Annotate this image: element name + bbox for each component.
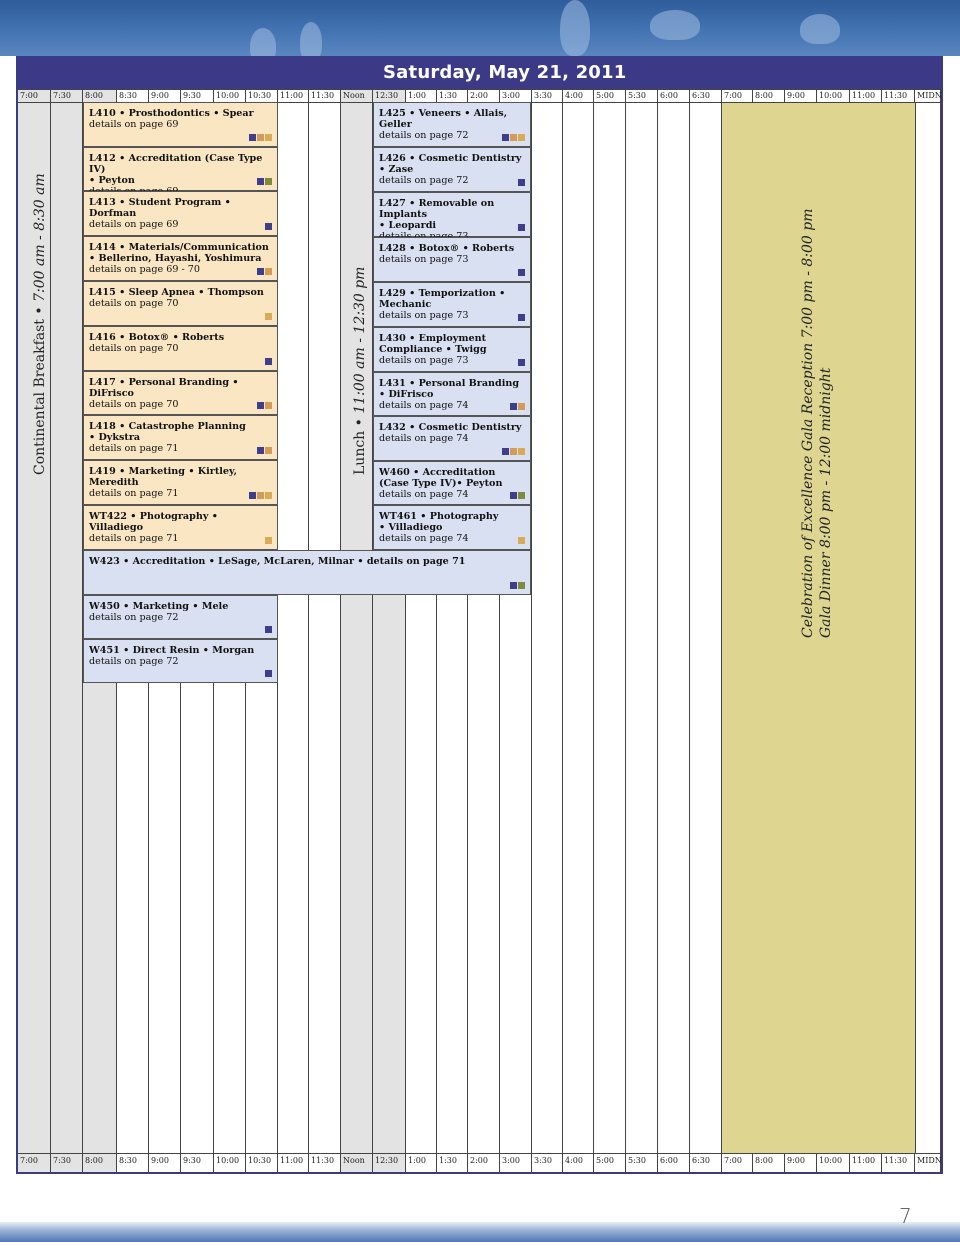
time-tick-bottom: 9:00 bbox=[151, 1156, 169, 1165]
time-tick-top: 3:30 bbox=[534, 91, 552, 100]
category-square-icon bbox=[265, 223, 272, 230]
session-details: details on page 70 bbox=[89, 343, 179, 354]
category-squares bbox=[502, 448, 525, 455]
time-tick-bottom: 9:30 bbox=[183, 1156, 201, 1165]
category-square-icon bbox=[265, 313, 272, 320]
session-title: L417 • Personal Branding • DiFrisco bbox=[89, 377, 239, 399]
category-squares bbox=[510, 403, 525, 410]
time-tick-top: 10:30 bbox=[248, 91, 272, 100]
category-squares bbox=[265, 626, 272, 633]
session-title: L413 • Student Program • Dorfman bbox=[89, 197, 231, 219]
session-title: L431 • Personal Branding • DiFrisco bbox=[379, 378, 520, 400]
category-square-icon bbox=[518, 269, 525, 276]
category-square-icon bbox=[510, 134, 517, 141]
category-square-icon bbox=[257, 134, 264, 141]
category-square-icon bbox=[265, 670, 272, 677]
time-tick-top: MIDN bbox=[917, 91, 942, 100]
session-details: details on page 74 bbox=[379, 400, 469, 411]
category-squares bbox=[265, 313, 272, 320]
time-tick-top: 9:00 bbox=[787, 91, 805, 100]
gala-dinner-label: Gala Dinner 8:00 pm - 12:00 midnight bbox=[818, 367, 834, 638]
time-tick-top: 11:30 bbox=[884, 91, 908, 100]
breakfast-label: Continental Breakfast • 7:00 am - 8:30 am bbox=[32, 173, 48, 475]
session-title: L432 • Cosmetic Dentistry bbox=[379, 422, 522, 433]
category-squares bbox=[265, 358, 272, 365]
session-block bbox=[373, 102, 531, 147]
session-block bbox=[373, 282, 531, 327]
category-square-icon bbox=[502, 134, 509, 141]
session-title: L426 • Cosmetic Dentistry • Zase bbox=[379, 153, 522, 175]
time-tick-top: 11:00 bbox=[280, 91, 304, 100]
session-details: details on page 70 bbox=[89, 399, 179, 410]
category-squares bbox=[510, 492, 525, 499]
session-block bbox=[83, 147, 278, 191]
category-square-icon bbox=[518, 448, 525, 455]
time-tick-bottom: 4:00 bbox=[565, 1156, 583, 1165]
category-squares bbox=[510, 582, 525, 589]
category-square-icon bbox=[518, 582, 525, 589]
session-details: details on page 73 bbox=[379, 310, 469, 321]
time-tick-bottom: 5:30 bbox=[628, 1156, 646, 1165]
category-square-icon bbox=[265, 268, 272, 275]
session-details: details on page 74 bbox=[379, 533, 469, 544]
session-block bbox=[373, 372, 531, 416]
session-block-wide bbox=[83, 550, 531, 595]
time-tick-bottom: 2:00 bbox=[470, 1156, 488, 1165]
session-details: details on page 74 bbox=[379, 489, 469, 500]
time-tick-top: 5:00 bbox=[596, 91, 614, 100]
time-tick-bottom: 10:30 bbox=[248, 1156, 272, 1165]
category-squares bbox=[518, 179, 525, 186]
session-details: details on page 72 bbox=[379, 175, 469, 186]
session-block bbox=[83, 102, 278, 147]
category-squares bbox=[257, 402, 272, 409]
category-squares bbox=[518, 224, 525, 231]
session-block bbox=[83, 236, 278, 281]
time-tick-bottom: 8:30 bbox=[119, 1156, 137, 1165]
category-square-icon bbox=[518, 492, 525, 499]
session-title: L410 • Prosthodontics • Spear bbox=[89, 108, 254, 119]
time-tick-bottom: 6:00 bbox=[660, 1156, 678, 1165]
session-title: L428 • Botox® • Roberts bbox=[379, 243, 515, 254]
category-square-icon bbox=[257, 178, 264, 185]
time-tick-bottom: 11:00 bbox=[280, 1156, 304, 1165]
session-block bbox=[373, 505, 531, 550]
category-square-icon bbox=[249, 134, 256, 141]
session-title: W423 • Accreditation • LeSage, McLaren, Milnar • details on page 71 bbox=[89, 556, 466, 567]
page-title: Saturday, May 21, 2011 bbox=[383, 62, 627, 83]
category-squares bbox=[249, 134, 272, 141]
session-block bbox=[83, 281, 278, 326]
time-tick-bottom: 8:00 bbox=[85, 1156, 103, 1165]
session-block bbox=[373, 327, 531, 372]
category-square-icon bbox=[249, 492, 256, 499]
time-tick-bottom: 9:00 bbox=[787, 1156, 805, 1165]
time-tick-top: 6:00 bbox=[660, 91, 678, 100]
session-details: details on page 72 bbox=[89, 612, 179, 623]
category-square-icon bbox=[257, 402, 264, 409]
session-title: W451 • Direct Resin • Morgan bbox=[89, 645, 255, 656]
category-squares bbox=[265, 670, 272, 677]
category-squares bbox=[518, 314, 525, 321]
time-tick-bottom: 5:00 bbox=[596, 1156, 614, 1165]
session-details: details on page 69 bbox=[89, 119, 179, 130]
time-tick-bottom: Noon bbox=[343, 1156, 365, 1165]
time-tick-top: 8:00 bbox=[755, 91, 773, 100]
session-block bbox=[83, 595, 278, 639]
category-squares bbox=[265, 537, 272, 544]
session-block bbox=[83, 415, 278, 460]
time-tick-bottom: 10:00 bbox=[216, 1156, 240, 1165]
category-square-icon bbox=[265, 626, 272, 633]
session-title: L429 • Temporization • Mechanic bbox=[379, 288, 506, 310]
session-details: details on page 71 bbox=[89, 533, 179, 544]
time-tick-top: 9:00 bbox=[151, 91, 169, 100]
session-details: details on page 74 bbox=[379, 433, 469, 444]
session-title: W450 • Marketing • Mele bbox=[89, 601, 229, 612]
category-square-icon bbox=[257, 447, 264, 454]
session-title: L425 • Veneers • Allais, Geller bbox=[379, 108, 508, 130]
time-tick-bottom: 11:30 bbox=[311, 1156, 335, 1165]
time-tick-bottom: 7:00 bbox=[20, 1156, 38, 1165]
category-square-icon bbox=[510, 448, 517, 455]
category-squares bbox=[518, 269, 525, 276]
category-square-icon bbox=[265, 358, 272, 365]
category-square-icon bbox=[510, 403, 517, 410]
category-squares bbox=[257, 178, 272, 185]
time-tick-bottom: 8:00 bbox=[755, 1156, 773, 1165]
session-details: details on page 69 - 70 bbox=[89, 264, 200, 275]
session-block bbox=[83, 326, 278, 371]
session-block bbox=[373, 237, 531, 282]
header-banner bbox=[0, 0, 960, 56]
time-tick-top: 10:00 bbox=[819, 91, 843, 100]
time-tick-bottom: 3:00 bbox=[502, 1156, 520, 1165]
gala-reception-label: Celebration of Excellence Gala Reception 7:00 pm - 8:00 pm bbox=[800, 208, 816, 638]
time-tick-top: 7:00 bbox=[724, 91, 742, 100]
category-square-icon bbox=[265, 492, 272, 499]
category-squares bbox=[518, 537, 525, 544]
session-title: W460 • Accreditation (Case Type IV)• Peyton bbox=[379, 467, 503, 489]
session-block bbox=[83, 505, 278, 550]
session-title: L427 • Removable on Implants • Leopardi bbox=[379, 198, 495, 231]
time-tick-top: 2:00 bbox=[470, 91, 488, 100]
category-square-icon bbox=[265, 178, 272, 185]
category-square-icon bbox=[265, 447, 272, 454]
session-title: L430 • Employment Compliance • Twigg bbox=[379, 333, 487, 355]
footer-band bbox=[0, 1222, 960, 1242]
time-tick-top: 8:00 bbox=[85, 91, 103, 100]
time-tick-top: 11:00 bbox=[852, 91, 876, 100]
session-title: WT422 • Photography • Villadiego bbox=[89, 511, 218, 533]
category-square-icon bbox=[257, 268, 264, 275]
session-title: L414 • Materials/Communication • Bellerino, Hayashi, Yoshimura bbox=[89, 242, 269, 264]
time-tick-top: 1:30 bbox=[439, 91, 457, 100]
category-square-icon bbox=[518, 537, 525, 544]
page-number: 7 bbox=[899, 1204, 912, 1228]
category-square-icon bbox=[518, 359, 525, 366]
session-block bbox=[83, 191, 278, 236]
session-title: WT461 • Photography • Villadiego bbox=[379, 511, 499, 533]
time-tick-bottom: 1:30 bbox=[439, 1156, 457, 1165]
session-details: details on page 72 bbox=[89, 656, 179, 667]
category-square-icon bbox=[518, 134, 525, 141]
time-tick-top: 8:30 bbox=[119, 91, 137, 100]
category-squares bbox=[518, 359, 525, 366]
time-tick-top: 7:30 bbox=[53, 91, 71, 100]
time-tick-bottom: 11:30 bbox=[884, 1156, 908, 1165]
category-square-icon bbox=[257, 492, 264, 499]
time-tick-bottom: MIDN bbox=[917, 1156, 942, 1165]
time-tick-top: 11:30 bbox=[311, 91, 335, 100]
time-tick-top: 9:30 bbox=[183, 91, 201, 100]
session-block bbox=[373, 192, 531, 237]
session-details: details on page 69 bbox=[89, 219, 179, 230]
category-square-icon bbox=[518, 314, 525, 321]
time-tick-bottom: 7:30 bbox=[53, 1156, 71, 1165]
time-tick-top: 6:30 bbox=[692, 91, 710, 100]
time-tick-top: 3:00 bbox=[502, 91, 520, 100]
session-block bbox=[373, 461, 531, 505]
time-tick-top: 7:00 bbox=[20, 91, 38, 100]
category-squares bbox=[257, 268, 272, 275]
time-tick-bottom: 7:00 bbox=[724, 1156, 742, 1165]
session-details: details on page 72 bbox=[379, 130, 469, 141]
session-block bbox=[373, 147, 531, 192]
time-tick-bottom: 1:00 bbox=[408, 1156, 426, 1165]
session-title: L415 • Sleep Apnea • Thompson bbox=[89, 287, 264, 298]
category-square-icon bbox=[510, 582, 517, 589]
time-tick-bottom: 3:30 bbox=[534, 1156, 552, 1165]
time-tick-bottom: 12:30 bbox=[375, 1156, 399, 1165]
time-tick-top: Noon bbox=[343, 91, 365, 100]
session-block bbox=[83, 460, 278, 505]
category-square-icon bbox=[265, 402, 272, 409]
session-details: details on page 71 bbox=[89, 488, 179, 499]
time-tick-top: 4:00 bbox=[565, 91, 583, 100]
session-block bbox=[83, 639, 278, 683]
session-details: details on page 70 bbox=[89, 298, 179, 309]
category-squares bbox=[265, 223, 272, 230]
category-square-icon bbox=[502, 448, 509, 455]
category-square-icon bbox=[518, 403, 525, 410]
category-squares bbox=[249, 492, 272, 499]
session-title: L412 • Accreditation (Case Type IV) • Peyton bbox=[89, 153, 263, 186]
time-tick-bottom: 6:30 bbox=[692, 1156, 710, 1165]
session-title: L418 • Catastrophe Planning • Dykstra bbox=[89, 421, 246, 443]
category-square-icon bbox=[265, 134, 272, 141]
category-square-icon bbox=[518, 179, 525, 186]
session-title: L419 • Marketing • Kirtley, Meredith bbox=[89, 466, 238, 488]
time-tick-bottom: 10:00 bbox=[819, 1156, 843, 1165]
time-tick-top: 12:30 bbox=[375, 91, 399, 100]
category-square-icon bbox=[518, 224, 525, 231]
category-square-icon bbox=[265, 537, 272, 544]
session-block bbox=[373, 416, 531, 461]
category-square-icon bbox=[510, 492, 517, 499]
time-tick-top: 5:30 bbox=[628, 91, 646, 100]
session-block bbox=[83, 371, 278, 415]
time-tick-top: 1:00 bbox=[408, 91, 426, 100]
session-title: L416 • Botox® • Roberts bbox=[89, 332, 225, 343]
time-tick-bottom: 11:00 bbox=[852, 1156, 876, 1165]
lunch-label: Lunch • 11:00 am - 12:30 pm bbox=[352, 266, 368, 475]
session-details: details on page 73 bbox=[379, 254, 469, 265]
session-details: details on page 73 bbox=[379, 355, 469, 366]
session-details: details on page 71 bbox=[89, 443, 179, 454]
category-squares bbox=[257, 447, 272, 454]
time-tick-top: 10:00 bbox=[216, 91, 240, 100]
category-squares bbox=[502, 134, 525, 141]
